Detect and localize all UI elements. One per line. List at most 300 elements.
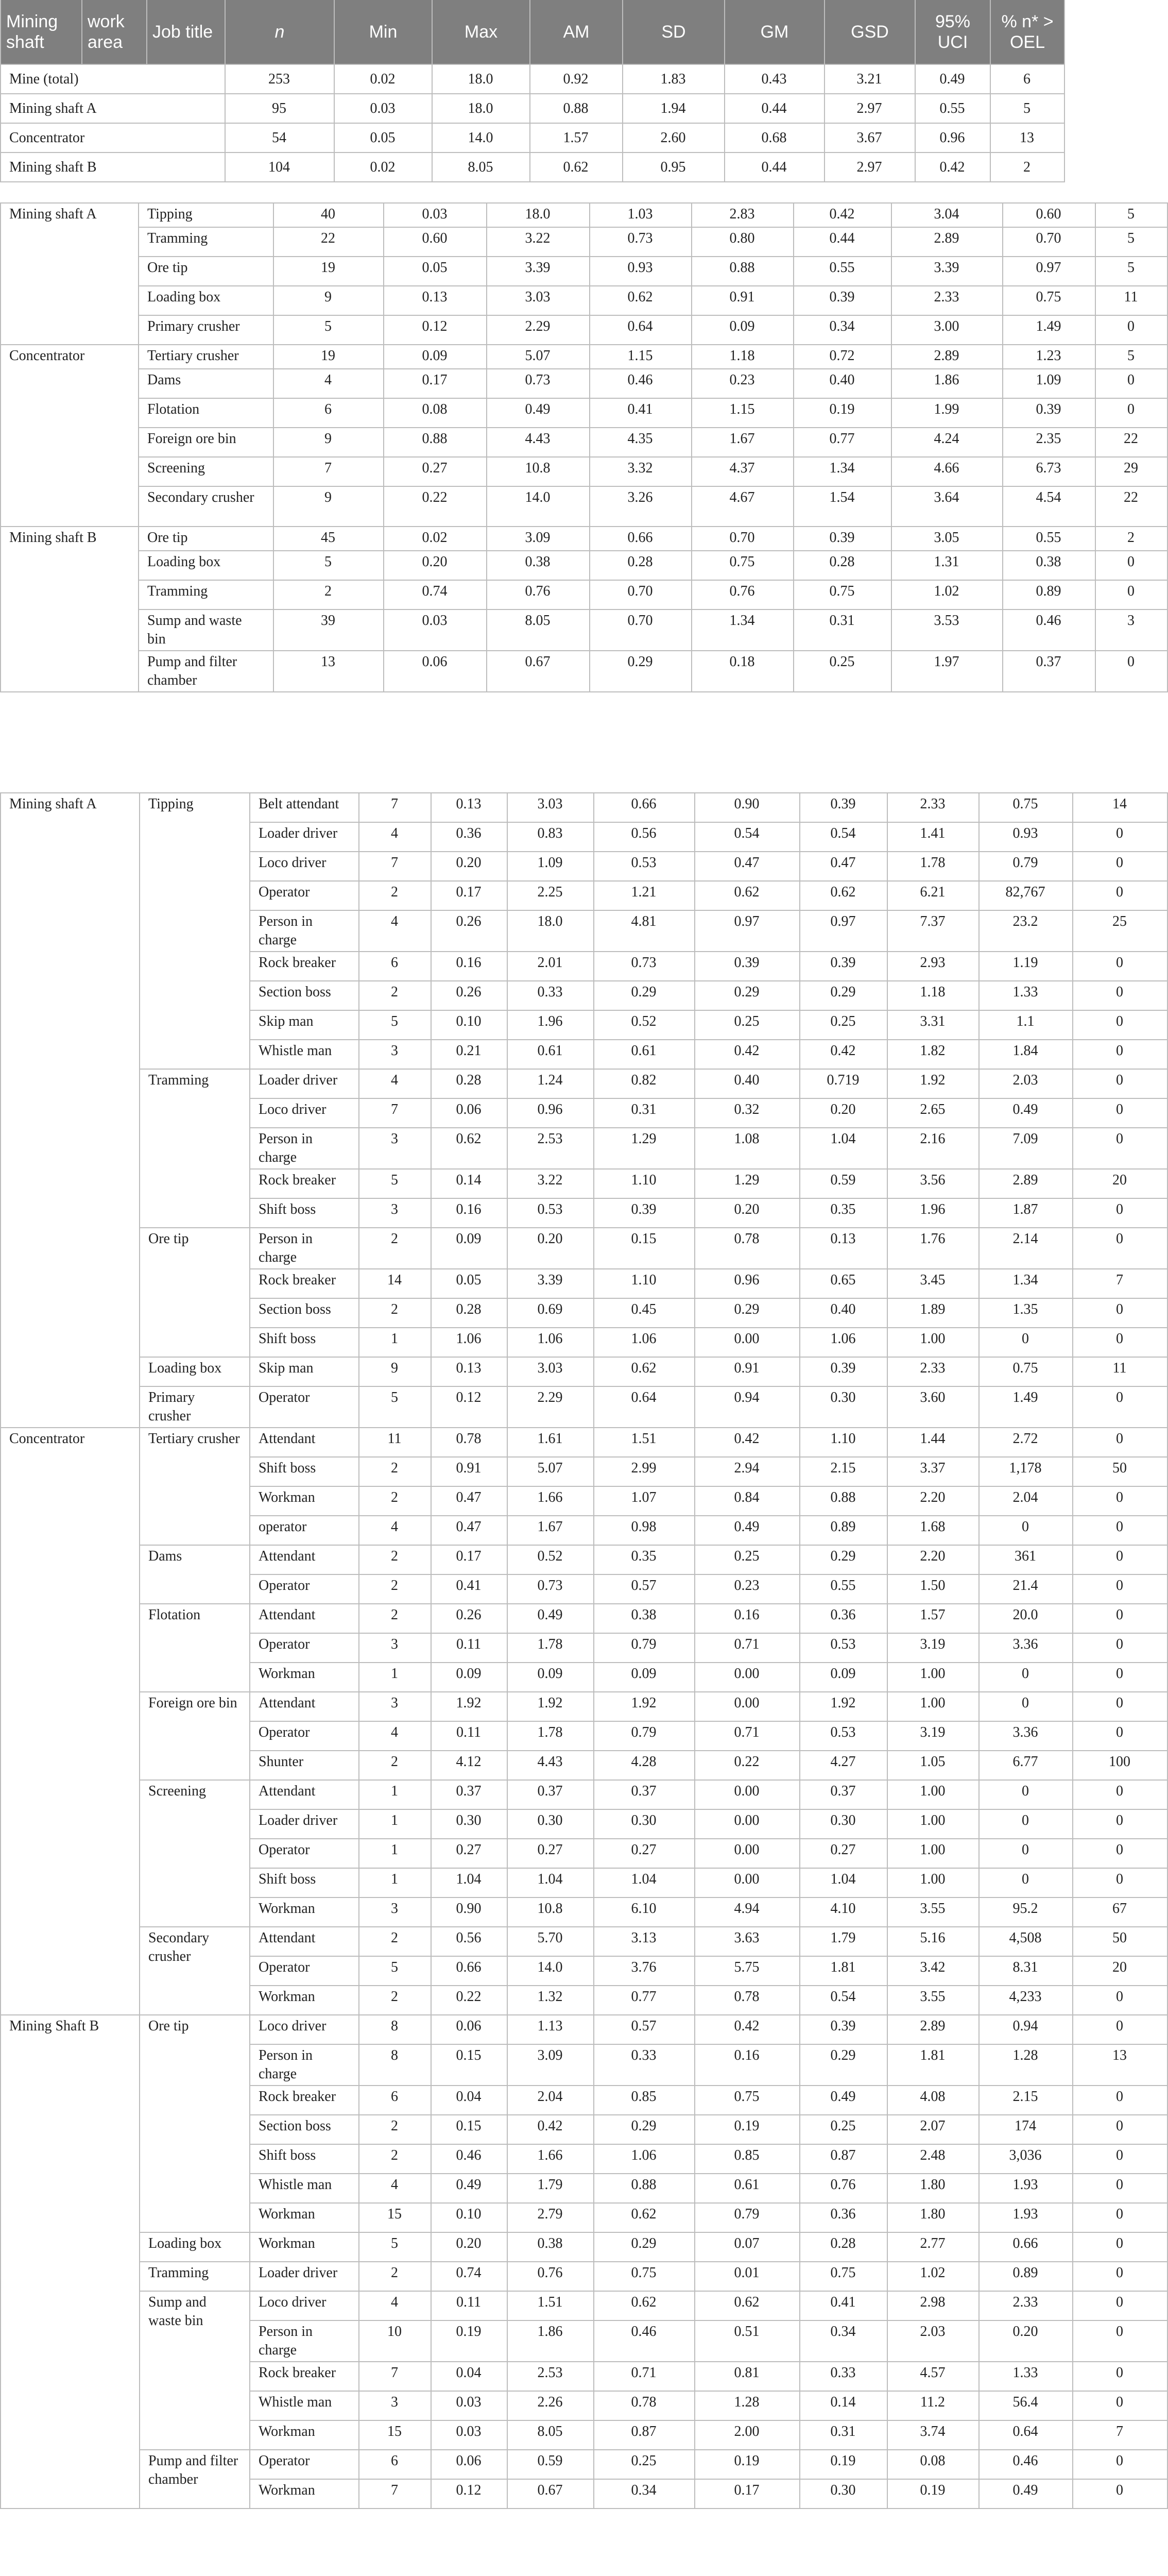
cell-gsd: 6.21 [887, 881, 979, 910]
cell-max: 1.24 [507, 1069, 594, 1098]
work-area-cell: Foreign ore bin [140, 1692, 250, 1780]
cell-uci: 1.49 [1003, 315, 1095, 345]
cell-min: 0.17 [431, 1545, 507, 1574]
cell-max: 1.66 [507, 1486, 594, 1516]
cell-n: 5 [273, 315, 384, 345]
cell-oel: 0 [1073, 1428, 1167, 1457]
cell-uci: 1.23 [1003, 345, 1095, 369]
cell-gsd: 4.08 [887, 2086, 979, 2115]
cell-gm: 1.34 [794, 457, 891, 486]
cell-am: 0.33 [594, 2044, 695, 2086]
job-title-cell: Operator [250, 1574, 359, 1604]
cell-max: 3.22 [487, 227, 590, 257]
job-title-cell: Workman [250, 1663, 359, 1692]
cell-min: 0.06 [431, 2015, 507, 2044]
cell-n: 6 [359, 2450, 431, 2479]
work-area-cell: Screening [139, 457, 273, 486]
cell-am: 0.79 [594, 1633, 695, 1663]
cell-sd: 0.23 [692, 369, 794, 398]
cell-sd: 0.61 [695, 2174, 800, 2203]
cell-min: 1.04 [431, 1868, 507, 1897]
job-title-cell: Shunter [250, 1751, 359, 1780]
cell-am: 0.66 [594, 793, 695, 822]
cell-max: 1.86 [507, 2320, 594, 2362]
cell-max: 18.0 [432, 64, 530, 94]
cell-sd: 0.91 [695, 1357, 800, 1386]
cell-sd: 0.79 [695, 2203, 800, 2232]
work-area-cell: Primary crusher [139, 315, 273, 345]
cell-oel: 0 [1073, 822, 1167, 852]
cell-min: 0.13 [431, 1357, 507, 1386]
cell-max: 18.0 [487, 203, 590, 227]
cell-max: 2.53 [507, 1128, 594, 1169]
cell-gsd: 3.00 [891, 315, 1003, 345]
cell-sd: 4.67 [692, 486, 794, 527]
cell-am: 1.06 [594, 2144, 695, 2174]
job-title-cell: Shift boss [250, 2144, 359, 2174]
cell-gm: 0.42 [800, 1040, 887, 1069]
cell-n: 3 [359, 1897, 431, 1927]
mining-shaft-cell: Concentrator [1, 345, 139, 527]
cell-uci: 0.38 [1003, 551, 1095, 580]
job-title-cell: Loader driver [250, 822, 359, 852]
cell-oel: 5 [1095, 257, 1167, 286]
cell-am: 0.70 [590, 609, 692, 651]
cell-gsd: 1.00 [887, 1780, 979, 1809]
cell-sd: 4.94 [695, 1897, 800, 1927]
job-title-cell: Section boss [250, 2115, 359, 2144]
cell-gsd: 1.99 [891, 398, 1003, 428]
cell-max: 0.37 [507, 1780, 594, 1809]
work-area-row [1, 257, 1167, 286]
cell-gm: 0.28 [794, 551, 891, 580]
cell-sd: 0.76 [692, 580, 794, 609]
cell-sd: 1.67 [692, 428, 794, 457]
job-title-cell: Belt attendant [250, 793, 359, 822]
cell-sd: 0.00 [695, 1839, 800, 1868]
cell-oel: 0 [1073, 1604, 1167, 1633]
cell-uci: 4,508 [979, 1927, 1073, 1956]
cell-oel: 0 [1095, 651, 1167, 692]
work-area-row [1, 369, 1167, 398]
work-area-cell: Sump and waste bin [140, 2291, 250, 2450]
cell-gsd: 2.98 [887, 2291, 979, 2320]
cell-gsd: 1.81 [887, 2044, 979, 2086]
cell-min: 0.26 [431, 910, 507, 952]
cell-gsd: 1.82 [887, 1040, 979, 1069]
cell-sd: 0.81 [695, 2362, 800, 2391]
cell-uci: 0.49 [979, 1098, 1073, 1128]
cell-am: 0.87 [594, 2420, 695, 2450]
cell-oel: 11 [1095, 286, 1167, 315]
cell-am: 0.62 [594, 2203, 695, 2232]
cell-min: 0.46 [431, 2144, 507, 2174]
cell-max: 10.8 [507, 1897, 594, 1927]
cell-oel: 0 [1073, 1198, 1167, 1228]
cell-am: 1.57 [530, 123, 623, 152]
cell-uci: 2.04 [979, 1486, 1073, 1516]
job-title-cell: Attendant [250, 1428, 359, 1457]
cell-min: 0.11 [431, 1721, 507, 1751]
cell-sd: 2.83 [692, 203, 794, 227]
cell-n: 7 [359, 852, 431, 881]
cell-uci: 0.46 [979, 2450, 1073, 2479]
cell-am: 0.73 [594, 952, 695, 981]
job-title-cell: Person in charge [250, 1228, 359, 1269]
cell-oel: 0 [1095, 398, 1167, 428]
cell-sd: 0.00 [695, 1663, 800, 1692]
cell-gsd: 1.68 [887, 1516, 979, 1545]
mining-shaft-cell: Concentrator [1, 1428, 140, 2015]
cell-sd: 0.42 [695, 1040, 800, 1069]
cell-sd: 0.71 [695, 1633, 800, 1663]
cell-gm: 0.29 [800, 2044, 887, 2086]
cell-am: 0.37 [594, 1780, 695, 1809]
work-area-row [1, 286, 1167, 315]
cell-max: 3.39 [507, 1269, 594, 1298]
work-area-cell: Pump and filter chamber [139, 651, 273, 692]
cell-max: 1.66 [507, 2144, 594, 2174]
cell-max: 0.67 [507, 2479, 594, 2509]
cell-am: 0.56 [594, 822, 695, 852]
cell-sd: 0.00 [695, 1692, 800, 1721]
cell-sd: 0.39 [695, 952, 800, 981]
cell-n: 19 [273, 257, 384, 286]
cell-gsd: 0.08 [887, 2450, 979, 2479]
cell-gsd: 4.24 [891, 428, 1003, 457]
cell-gm: 0.42 [794, 203, 891, 227]
job-title-cell: Person in charge [250, 1128, 359, 1169]
cell-min: 0.27 [384, 457, 487, 486]
cell-sd: 0.23 [695, 1574, 800, 1604]
cell-sd: 0.62 [695, 2291, 800, 2320]
job-title-cell: Shift boss [250, 1328, 359, 1357]
job-title-cell: Whistle man [250, 1040, 359, 1069]
cell-min: 0.03 [431, 2420, 507, 2450]
cell-gm: 0.72 [794, 345, 891, 369]
job-title-cell: Loader driver [250, 1069, 359, 1098]
work-area-row [1, 345, 1167, 369]
cell-min: 0.17 [384, 369, 487, 398]
cell-sd: 0.00 [695, 1809, 800, 1839]
mining-shaft-cell: Mining shaft A [1, 203, 139, 345]
cell-sd: 0.75 [692, 551, 794, 580]
work-area-cell: Screening [140, 1780, 250, 1927]
job-title-cell: Operator [250, 881, 359, 910]
cell-gm: 0.43 [725, 64, 825, 94]
work-area-cell: Loading box [139, 286, 273, 315]
cell-gsd: 1.92 [887, 1069, 979, 1098]
cell-am: 0.75 [594, 2262, 695, 2291]
cell-oel: 13 [1073, 2044, 1167, 2086]
cell-am: 0.46 [590, 369, 692, 398]
work-area-cell: Dams [140, 1545, 250, 1604]
cell-sd: 0.19 [695, 2115, 800, 2144]
cell-min: 0.90 [431, 1897, 507, 1927]
cell-gsd: 3.39 [891, 257, 1003, 286]
cell-max: 1.09 [507, 852, 594, 881]
cell-max: 2.26 [507, 2391, 594, 2420]
cell-gsd: 2.33 [891, 286, 1003, 315]
work-area-cell: Ore tip [140, 2015, 250, 2232]
mining-shaft-cell: Mining shaft A [1, 793, 140, 1428]
job-row [1, 1357, 1167, 1386]
cell-max: 0.38 [507, 2232, 594, 2262]
cell-gsd: 1.00 [887, 1663, 979, 1692]
cell-max: 0.38 [487, 551, 590, 580]
cell-max: 0.27 [507, 1839, 594, 1868]
work-area-cell: Tertiary crusher [139, 345, 273, 369]
cell-oel: 5 [1095, 203, 1167, 227]
cell-gsd: 1.86 [891, 369, 1003, 398]
cell-max: 5.70 [507, 1927, 594, 1956]
cell-am: 1.10 [594, 1269, 695, 1298]
cell-min: 0.02 [334, 64, 432, 94]
cell-sd: 2.60 [623, 123, 725, 152]
cell-uci: 2.89 [979, 1169, 1073, 1198]
cell-n: 2 [359, 1751, 431, 1780]
cell-gm: 1.10 [800, 1428, 887, 1457]
cell-gm: 0.39 [800, 952, 887, 981]
job-row [1, 2262, 1167, 2291]
cell-sd: 0.97 [695, 910, 800, 952]
summary-row [1, 64, 1064, 94]
cell-n: 1 [359, 1328, 431, 1357]
cell-oel: 0 [1073, 1228, 1167, 1269]
cell-oel: 0 [1073, 2450, 1167, 2479]
cell-uci: 95.2 [979, 1897, 1073, 1927]
cell-am: 0.92 [530, 64, 623, 94]
cell-uci: 0.94 [979, 2015, 1073, 2044]
job-row [1, 2015, 1167, 2044]
cell-oel: 11 [1073, 1357, 1167, 1386]
cell-gsd: 1.76 [887, 1228, 979, 1269]
cell-n: 3 [359, 1198, 431, 1228]
cell-sd: 0.71 [695, 1721, 800, 1751]
cell-am: 0.27 [594, 1839, 695, 1868]
cell-gsd: 5.16 [887, 1927, 979, 1956]
cell-gm: 0.36 [800, 2203, 887, 2232]
cell-sd: 0.70 [692, 527, 794, 551]
cell-oel: 0 [1073, 1809, 1167, 1839]
job-title-body [1, 793, 1167, 2509]
cell-gm: 0.44 [725, 152, 825, 182]
cell-oel: 0 [1073, 1839, 1167, 1868]
cell-oel: 0 [1095, 315, 1167, 345]
cell-am: 0.78 [594, 2391, 695, 2420]
cell-n: 2 [359, 981, 431, 1010]
work-area-row [1, 428, 1167, 457]
cell-gm: 0.27 [800, 1839, 887, 1868]
cell-oel: 7 [1073, 1269, 1167, 1298]
cell-am: 1.03 [590, 203, 692, 227]
cell-oel: 0 [1073, 2291, 1167, 2320]
cell-n: 1 [359, 1780, 431, 1809]
cell-oel: 3 [1095, 609, 1167, 651]
job-row [1, 1692, 1167, 1721]
cell-max: 2.29 [507, 1386, 594, 1428]
cell-min: 0.28 [431, 1069, 507, 1098]
cell-n: 2 [359, 1986, 431, 2015]
cell-am: 0.29 [590, 651, 692, 692]
job-title-cell: Shift boss [250, 1198, 359, 1228]
work-area-cell: Tertiary crusher [140, 1428, 250, 1545]
cell-am: 0.45 [594, 1298, 695, 1328]
cell-min: 0.74 [431, 2262, 507, 2291]
work-area-row [1, 651, 1167, 692]
cell-gm: 0.65 [800, 1269, 887, 1298]
job-title-cell: Operator [250, 1633, 359, 1663]
job-title-cell: Skip man [250, 1010, 359, 1040]
work-area-cell: Flotation [139, 398, 273, 428]
work-area-cell: Sump and waste bin [139, 609, 273, 651]
cell-sd: 0.20 [695, 1198, 800, 1228]
cell-n: 4 [359, 1516, 431, 1545]
cell-min: 0.37 [431, 1780, 507, 1809]
cell-n: 3 [359, 1040, 431, 1069]
cell-uci: 0.20 [979, 2320, 1073, 2362]
job-row [1, 1428, 1167, 1457]
work-area-row [1, 398, 1167, 428]
job-title-cell: Operator [250, 1386, 359, 1428]
cell-min: 0.09 [431, 1228, 507, 1269]
cell-gm: 0.88 [800, 1486, 887, 1516]
cell-uci: 8.31 [979, 1956, 1073, 1986]
cell-gm: 0.39 [800, 2015, 887, 2044]
cell-oel: 29 [1095, 457, 1167, 486]
cell-uci: 0.93 [979, 822, 1073, 852]
cell-gm: 0.39 [794, 527, 891, 551]
cell-gsd: 3.37 [887, 1457, 979, 1486]
cell-gsd: 1.00 [887, 1809, 979, 1839]
cell-max: 3.39 [487, 257, 590, 286]
work-area-body [1, 203, 1167, 692]
cell-n: 7 [359, 2362, 431, 2391]
cell-min: 0.03 [334, 94, 432, 123]
cell-sd: 0.00 [695, 1868, 800, 1897]
cell-min: 0.26 [431, 981, 507, 1010]
cell-gm: 0.55 [794, 257, 891, 286]
cell-uci: 0 [979, 1692, 1073, 1721]
cell-am: 0.52 [594, 1010, 695, 1040]
cell-n: 40 [273, 203, 384, 227]
cell-min: 0.12 [431, 2479, 507, 2509]
cell-am: 0.39 [594, 1198, 695, 1228]
work-area-cell: Tramming [140, 2262, 250, 2291]
cell-sd: 3.63 [695, 1927, 800, 1956]
cell-min: 0.60 [384, 227, 487, 257]
cell-n: 9 [359, 1357, 431, 1386]
cell-max: 0.53 [507, 1198, 594, 1228]
cell-gm: 0.25 [800, 2115, 887, 2144]
work-area-row [1, 486, 1167, 527]
cell-max: 0.59 [507, 2450, 594, 2479]
cell-sd: 0.84 [695, 1486, 800, 1516]
cell-sd: 0.29 [695, 981, 800, 1010]
work-area-cell: Loading box [140, 2232, 250, 2262]
cell-n: 14 [359, 1269, 431, 1298]
cell-sd: 0.09 [692, 315, 794, 345]
cell-max: 2.25 [507, 881, 594, 910]
cell-gsd: 1.78 [887, 852, 979, 881]
cell-max: 2.01 [507, 952, 594, 981]
cell-min: 0.09 [384, 345, 487, 369]
cell-uci: 0 [979, 1328, 1073, 1357]
cell-n: 7 [273, 457, 384, 486]
cell-am: 0.53 [594, 852, 695, 881]
cell-gm: 0.54 [800, 1986, 887, 2015]
cell-min: 0.02 [334, 152, 432, 182]
cell-gsd: 1.44 [887, 1428, 979, 1457]
cell-sd: 0.29 [695, 1298, 800, 1328]
cell-uci: 2.03 [979, 1069, 1073, 1098]
cell-oel: 0 [1095, 580, 1167, 609]
cell-am: 0.62 [594, 1357, 695, 1386]
cell-oel: 14 [1073, 793, 1167, 822]
job-title-cell: Workman [250, 1486, 359, 1516]
cell-n: 15 [359, 2203, 431, 2232]
cell-am: 0.38 [594, 1604, 695, 1633]
cell-gsd: 1.00 [887, 1839, 979, 1868]
cell-n: 4 [359, 2291, 431, 2320]
cell-am: 1.15 [590, 345, 692, 369]
cell-sd: 1.94 [623, 94, 725, 123]
cell-oel: 22 [1095, 486, 1167, 527]
work-area-cell: Tipping [139, 203, 273, 227]
cell-min: 0.04 [431, 2086, 507, 2115]
cell-max: 0.76 [507, 2262, 594, 2291]
cell-am: 3.26 [590, 486, 692, 527]
cell-min: 0.05 [384, 257, 487, 286]
cell-am: 0.79 [594, 1721, 695, 1751]
cell-gsd: 4.57 [887, 2362, 979, 2391]
cell-min: 0.78 [431, 1428, 507, 1457]
job-title-cell: Loco driver [250, 852, 359, 881]
work-area-cell: Loading box [140, 1357, 250, 1386]
job-title-cell: Loco driver [250, 2291, 359, 2320]
cell-sd: 5.75 [695, 1956, 800, 1986]
cell-max: 1.67 [507, 1516, 594, 1545]
cell-uci: 1.19 [979, 952, 1073, 981]
cell-gsd: 2.97 [825, 152, 915, 182]
cell-oel: 6 [990, 64, 1064, 94]
cell-gsd: 3.19 [887, 1633, 979, 1663]
cell-max: 0.30 [507, 1809, 594, 1839]
cell-min: 0.74 [384, 580, 487, 609]
cell-sd: 0.51 [695, 2320, 800, 2362]
cell-am: 0.15 [594, 1228, 695, 1269]
cell-max: 1.13 [507, 2015, 594, 2044]
work-area-cell: Pump and filter chamber [140, 2450, 250, 2509]
header-uci: 95% UCI [915, 0, 990, 64]
cell-oel: 0 [1073, 1040, 1167, 1069]
cell-am: 0.25 [594, 2450, 695, 2479]
cell-oel: 5 [990, 94, 1064, 123]
cell-oel: 0 [1073, 2203, 1167, 2232]
job-title-cell: Rock breaker [250, 2362, 359, 2391]
work-area-table [0, 202, 1168, 692]
cell-max: 1.78 [507, 1721, 594, 1751]
job-title-cell: Section boss [250, 1298, 359, 1328]
cell-gsd: 2.48 [887, 2144, 979, 2174]
job-row [1, 1927, 1167, 1956]
cell-n: 13 [273, 651, 384, 692]
cell-min: 0.13 [384, 286, 487, 315]
cell-gsd: 3.42 [887, 1956, 979, 1986]
cell-max: 0.42 [507, 2115, 594, 2144]
job-title-cell: Loader driver [250, 2262, 359, 2291]
cell-min: 0.30 [431, 1809, 507, 1839]
